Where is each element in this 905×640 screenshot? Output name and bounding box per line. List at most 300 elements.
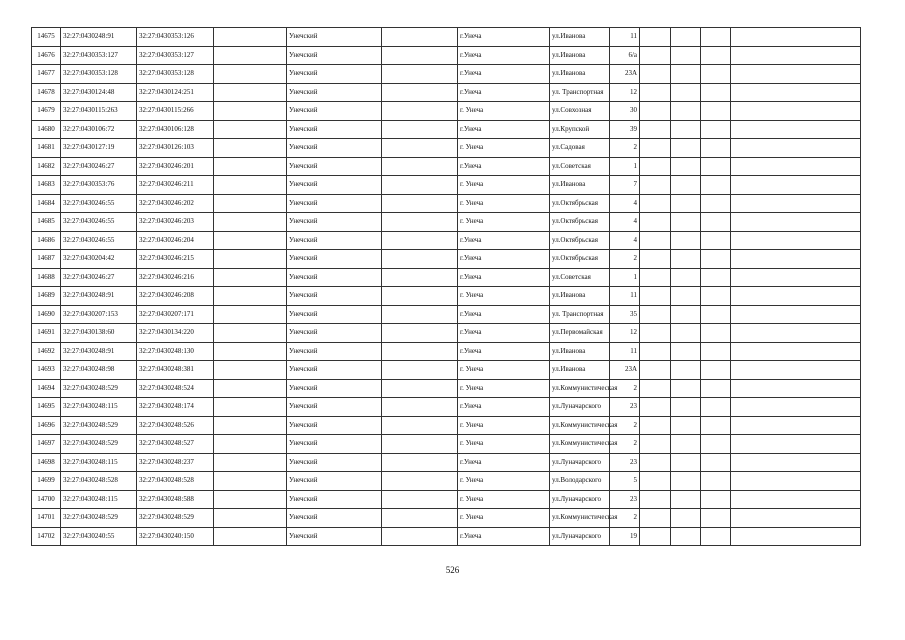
cell-number: 14687 — [32, 250, 61, 269]
cell-house: 4 — [610, 231, 640, 250]
cell-cadastral-parcel: 32:27:0430246:55 — [61, 194, 137, 213]
cell-empty — [640, 472, 671, 491]
cell-empty — [701, 139, 731, 158]
cell-cadastral-object: 32:27:0430248:174 — [137, 398, 214, 417]
table-row — [32, 250, 861, 269]
cell-empty — [731, 324, 861, 343]
cell-district: Унечский — [287, 231, 382, 250]
cell-district: Унечский — [287, 453, 382, 472]
cell-empty — [731, 435, 861, 454]
cell-empty — [671, 157, 701, 176]
cell-empty — [214, 379, 287, 398]
cell-empty — [671, 46, 701, 65]
cell-empty — [731, 176, 861, 195]
cell-empty — [382, 305, 458, 324]
cell-empty — [382, 83, 458, 102]
cell-number: 14679 — [32, 102, 61, 121]
cell-cadastral-parcel: 32:27:0430138:60 — [61, 324, 137, 343]
cell-street: ул.Коммунистическая — [550, 416, 610, 435]
cell-empty — [671, 250, 701, 269]
cell-empty — [671, 28, 701, 47]
cell-empty — [382, 287, 458, 306]
cell-cadastral-parcel: 32:27:0430248:115 — [61, 490, 137, 509]
cell-district: Унечский — [287, 213, 382, 232]
cell-cadastral-object: 32:27:0430248:237 — [137, 453, 214, 472]
table-row — [32, 139, 861, 158]
cell-empty — [214, 120, 287, 139]
table-row — [32, 157, 861, 176]
cell-cadastral-parcel: 32:27:0430353:128 — [61, 65, 137, 84]
cell-cadastral-object: 32:27:0430248:527 — [137, 435, 214, 454]
cell-number: 14689 — [32, 287, 61, 306]
cell-district: Унечский — [287, 435, 382, 454]
cell-cadastral-object: 32:27:0430246:201 — [137, 157, 214, 176]
table-row — [32, 231, 861, 250]
cell-cadastral-object: 32:27:0430246:203 — [137, 213, 214, 232]
cell-cadastral-object: 32:27:0430115:266 — [137, 102, 214, 121]
cell-empty — [701, 176, 731, 195]
cell-cadastral-object: 32:27:0430246:208 — [137, 287, 214, 306]
cell-house: 11 — [610, 28, 640, 47]
cell-empty — [640, 194, 671, 213]
table-row — [32, 287, 861, 306]
cell-empty — [640, 102, 671, 121]
cell-empty — [214, 435, 287, 454]
cell-city: г.Унеча — [458, 65, 550, 84]
cell-city: г.Унеча — [458, 305, 550, 324]
cell-cadastral-parcel: 32:27:0430248:91 — [61, 28, 137, 47]
cell-cadastral-object: 32:27:0430240:150 — [137, 527, 214, 546]
cell-street: ул.Иванова — [550, 361, 610, 380]
cell-empty — [382, 28, 458, 47]
cell-empty — [640, 65, 671, 84]
cell-empty — [640, 490, 671, 509]
cell-empty — [671, 416, 701, 435]
cell-empty — [382, 472, 458, 491]
cell-empty — [640, 287, 671, 306]
cell-empty — [382, 120, 458, 139]
cell-cadastral-object: 32:27:0430248:524 — [137, 379, 214, 398]
cell-street: ул.Володарского — [550, 472, 610, 491]
cell-empty — [701, 250, 731, 269]
cell-house: 2 — [610, 435, 640, 454]
cell-number: 14695 — [32, 398, 61, 417]
cell-city: г. Унеча — [458, 509, 550, 528]
cell-empty — [701, 28, 731, 47]
cell-empty — [382, 250, 458, 269]
cell-number: 14690 — [32, 305, 61, 324]
cell-city: г.Унеча — [458, 157, 550, 176]
cell-number: 14691 — [32, 324, 61, 343]
cell-empty — [731, 361, 861, 380]
cell-number: 14696 — [32, 416, 61, 435]
cell-empty — [671, 83, 701, 102]
cell-cadastral-object: 32:27:0430106:128 — [137, 120, 214, 139]
cell-street: ул.Иванова — [550, 65, 610, 84]
cell-empty — [214, 65, 287, 84]
cell-empty — [731, 453, 861, 472]
cell-cadastral-parcel: 32:27:0430127:19 — [61, 139, 137, 158]
cell-empty — [701, 490, 731, 509]
cell-street: ул.Коммунистическая — [550, 435, 610, 454]
cell-district: Унечский — [287, 176, 382, 195]
cell-empty — [731, 472, 861, 491]
cell-city: г.Унеча — [458, 231, 550, 250]
cell-street: ул.Иванова — [550, 176, 610, 195]
table-body — [32, 28, 861, 546]
cell-district: Унечский — [287, 305, 382, 324]
table-row — [32, 120, 861, 139]
cell-street: ул.Садовая — [550, 139, 610, 158]
cell-house: 6/а — [610, 46, 640, 65]
cell-district: Унечский — [287, 268, 382, 287]
table-row — [32, 416, 861, 435]
cell-empty — [671, 102, 701, 121]
cell-empty — [382, 416, 458, 435]
cell-city: г.Унеча — [458, 250, 550, 269]
table-row — [32, 176, 861, 195]
cell-empty — [214, 342, 287, 361]
cell-empty — [731, 157, 861, 176]
cell-cadastral-parcel: 32:27:0430353:76 — [61, 176, 137, 195]
cell-number: 14698 — [32, 453, 61, 472]
cell-empty — [382, 139, 458, 158]
cell-empty — [640, 342, 671, 361]
cell-empty — [382, 398, 458, 417]
cell-empty — [640, 176, 671, 195]
table-row — [32, 398, 861, 417]
table-row — [32, 305, 861, 324]
cell-empty — [214, 361, 287, 380]
cell-district: Унечский — [287, 342, 382, 361]
cell-number: 14684 — [32, 194, 61, 213]
cell-cadastral-object: 32:27:0430248:528 — [137, 472, 214, 491]
cell-empty — [701, 324, 731, 343]
cell-empty — [701, 46, 731, 65]
cell-city: г. Унеча — [458, 490, 550, 509]
cell-empty — [701, 231, 731, 250]
cell-house: 2 — [610, 250, 640, 269]
cell-empty — [731, 268, 861, 287]
cell-cadastral-object: 32:27:0430353:127 — [137, 46, 214, 65]
cell-empty — [731, 416, 861, 435]
cell-city: г.Унеча — [458, 342, 550, 361]
cell-empty — [731, 102, 861, 121]
cell-district: Унечский — [287, 509, 382, 528]
table-row — [32, 65, 861, 84]
cell-empty — [640, 250, 671, 269]
cell-empty — [214, 416, 287, 435]
cell-house: 11 — [610, 287, 640, 306]
cell-house: 23 — [610, 453, 640, 472]
cell-empty — [731, 46, 861, 65]
cell-empty — [382, 65, 458, 84]
cell-empty — [671, 435, 701, 454]
cell-city: г. Унеча — [458, 176, 550, 195]
cell-district: Унечский — [287, 65, 382, 84]
cell-empty — [382, 324, 458, 343]
cell-street: ул.Советская — [550, 157, 610, 176]
cell-cadastral-parcel: 32:27:0430248:91 — [61, 287, 137, 306]
cell-house: 39 — [610, 120, 640, 139]
cell-cadastral-object: 32:27:0430248:130 — [137, 342, 214, 361]
cell-empty — [701, 509, 731, 528]
cell-cadastral-parcel: 32:27:0430207:153 — [61, 305, 137, 324]
cell-city: г. Унеча — [458, 416, 550, 435]
cell-cadastral-parcel: 32:27:0430124:48 — [61, 83, 137, 102]
cell-number: 14692 — [32, 342, 61, 361]
cell-empty — [640, 361, 671, 380]
cell-house: 23 — [610, 490, 640, 509]
cell-street: ул.Октябрьская — [550, 213, 610, 232]
cell-street: ул.Октябрьская — [550, 231, 610, 250]
cell-empty — [701, 83, 731, 102]
cell-empty — [640, 157, 671, 176]
table-row — [32, 102, 861, 121]
cell-empty — [214, 490, 287, 509]
cell-empty — [640, 398, 671, 417]
cell-empty — [214, 268, 287, 287]
cell-empty — [671, 527, 701, 546]
cell-street: ул.Совхозная — [550, 102, 610, 121]
cell-empty — [640, 268, 671, 287]
cell-city: г. Унеча — [458, 287, 550, 306]
cell-house: 4 — [610, 213, 640, 232]
cell-street: ул.Луначарского — [550, 490, 610, 509]
cell-empty — [640, 435, 671, 454]
cell-empty — [671, 139, 701, 158]
cell-district: Унечский — [287, 250, 382, 269]
cell-cadastral-object: 32:27:0430248:526 — [137, 416, 214, 435]
cell-empty — [382, 176, 458, 195]
table-row — [32, 213, 861, 232]
cell-cadastral-parcel: 32:27:0430246:55 — [61, 213, 137, 232]
cell-empty — [731, 139, 861, 158]
cell-house: 2 — [610, 509, 640, 528]
cell-empty — [214, 287, 287, 306]
cell-cadastral-object: 32:27:0430126:103 — [137, 139, 214, 158]
cell-empty — [731, 305, 861, 324]
cell-empty — [382, 527, 458, 546]
table-row — [32, 83, 861, 102]
cell-empty — [671, 342, 701, 361]
cell-cadastral-parcel: 32:27:0430240:55 — [61, 527, 137, 546]
cell-empty — [731, 490, 861, 509]
cell-empty — [671, 231, 701, 250]
cell-empty — [214, 157, 287, 176]
cell-empty — [701, 379, 731, 398]
cell-cadastral-parcel: 32:27:0430248:529 — [61, 509, 137, 528]
cell-empty — [214, 250, 287, 269]
cell-empty — [731, 398, 861, 417]
table-row — [32, 472, 861, 491]
cell-street: ул.Октябрьская — [550, 194, 610, 213]
cell-city: г.Унеча — [458, 28, 550, 47]
cell-house: 23А — [610, 361, 640, 380]
cell-city: г. Унеча — [458, 379, 550, 398]
cell-empty — [640, 28, 671, 47]
cell-empty — [382, 268, 458, 287]
registry-table — [31, 27, 861, 546]
cell-street: ул.Первомайская — [550, 324, 610, 343]
cell-empty — [382, 490, 458, 509]
cell-number: 14700 — [32, 490, 61, 509]
cell-cadastral-object: 32:27:0430353:126 — [137, 28, 214, 47]
cell-number: 14678 — [32, 83, 61, 102]
cell-cadastral-object: 32:27:0430246:204 — [137, 231, 214, 250]
cell-empty — [214, 176, 287, 195]
cell-empty — [382, 361, 458, 380]
cell-city: г.Унеча — [458, 83, 550, 102]
cell-empty — [214, 305, 287, 324]
cell-district: Унечский — [287, 361, 382, 380]
cell-empty — [640, 324, 671, 343]
cell-empty — [731, 194, 861, 213]
cell-number: 14688 — [32, 268, 61, 287]
cell-empty — [214, 83, 287, 102]
cell-empty — [640, 120, 671, 139]
cell-district: Унечский — [287, 83, 382, 102]
cell-empty — [701, 472, 731, 491]
cell-house: 35 — [610, 305, 640, 324]
cell-empty — [671, 176, 701, 195]
cell-street: ул.Иванова — [550, 342, 610, 361]
cell-empty — [382, 102, 458, 121]
cell-empty — [701, 194, 731, 213]
cell-empty — [701, 65, 731, 84]
cell-empty — [671, 472, 701, 491]
cell-street: ул.Иванова — [550, 287, 610, 306]
cell-empty — [214, 102, 287, 121]
cell-number: 14697 — [32, 435, 61, 454]
cell-empty — [701, 305, 731, 324]
cell-cadastral-parcel: 32:27:0430248:91 — [61, 342, 137, 361]
cell-empty — [214, 527, 287, 546]
cell-house: 12 — [610, 324, 640, 343]
cell-district: Унечский — [287, 46, 382, 65]
cell-city: г. Унеча — [458, 213, 550, 232]
cell-empty — [701, 453, 731, 472]
cell-district: Унечский — [287, 398, 382, 417]
cell-empty — [671, 213, 701, 232]
table-row — [32, 509, 861, 528]
cell-street: ул. Транспортная — [550, 83, 610, 102]
cell-empty — [214, 324, 287, 343]
cell-cadastral-parcel: 32:27:0430204:42 — [61, 250, 137, 269]
cell-empty — [701, 361, 731, 380]
cell-empty — [640, 213, 671, 232]
cell-empty — [382, 453, 458, 472]
cell-cadastral-parcel: 32:27:0430246:27 — [61, 268, 137, 287]
cell-empty — [731, 509, 861, 528]
cell-street: ул.Октябрьская — [550, 250, 610, 269]
cell-city: г.Унеча — [458, 527, 550, 546]
cell-cadastral-parcel: 32:27:0430248:529 — [61, 379, 137, 398]
cell-empty — [382, 509, 458, 528]
cell-number: 14683 — [32, 176, 61, 195]
cell-empty — [214, 398, 287, 417]
cell-cadastral-object: 32:27:0430207:171 — [137, 305, 214, 324]
cell-number: 14676 — [32, 46, 61, 65]
cell-street: ул.Луначарского — [550, 453, 610, 472]
cell-number: 14702 — [32, 527, 61, 546]
cell-number: 14677 — [32, 65, 61, 84]
cell-city: г. Унеча — [458, 102, 550, 121]
cell-cadastral-parcel: 32:27:0430106:72 — [61, 120, 137, 139]
cell-cadastral-object: 32:27:0430353:128 — [137, 65, 214, 84]
cell-empty — [214, 28, 287, 47]
cell-cadastral-object: 32:27:0430248:588 — [137, 490, 214, 509]
table-row — [32, 46, 861, 65]
cell-city: г. Унеча — [458, 194, 550, 213]
cell-empty — [214, 194, 287, 213]
cell-district: Унечский — [287, 490, 382, 509]
cell-cadastral-object: 32:27:0430246:202 — [137, 194, 214, 213]
cell-empty — [214, 139, 287, 158]
cell-number: 14693 — [32, 361, 61, 380]
cell-number: 14701 — [32, 509, 61, 528]
cell-cadastral-parcel: 32:27:0430248:115 — [61, 398, 137, 417]
cell-number: 14681 — [32, 139, 61, 158]
cell-district: Унечский — [287, 416, 382, 435]
cell-cadastral-parcel: 32:27:0430246:55 — [61, 231, 137, 250]
cell-empty — [701, 342, 731, 361]
cell-empty — [640, 139, 671, 158]
cell-cadastral-parcel: 32:27:0430248:115 — [61, 453, 137, 472]
table-row — [32, 28, 861, 47]
cell-empty — [382, 157, 458, 176]
cell-empty — [382, 194, 458, 213]
cell-house: 2 — [610, 416, 640, 435]
cell-number: 14680 — [32, 120, 61, 139]
cell-cadastral-parcel: 32:27:0430248:528 — [61, 472, 137, 491]
cell-house: 12 — [610, 83, 640, 102]
cell-empty — [701, 435, 731, 454]
cell-cadastral-parcel: 32:27:0430248:529 — [61, 416, 137, 435]
cell-empty — [640, 509, 671, 528]
cell-city: г.Унеча — [458, 120, 550, 139]
cell-street: ул.Коммунистическая — [550, 509, 610, 528]
page-number: 526 — [445, 565, 460, 575]
cell-empty — [640, 379, 671, 398]
cell-empty — [731, 83, 861, 102]
cell-cadastral-parcel: 32:27:0430353:127 — [61, 46, 137, 65]
cell-empty — [382, 213, 458, 232]
cell-cadastral-parcel: 32:27:0430115:263 — [61, 102, 137, 121]
cell-empty — [671, 361, 701, 380]
cell-city: г. Унеча — [458, 472, 550, 491]
cell-empty — [382, 231, 458, 250]
table-row — [32, 342, 861, 361]
cell-empty — [382, 435, 458, 454]
cell-street: ул. Транспортная — [550, 305, 610, 324]
cell-city: г. Унеча — [458, 139, 550, 158]
cell-empty — [671, 305, 701, 324]
cell-cadastral-parcel: 32:27:0430248:98 — [61, 361, 137, 380]
cell-district: Унечский — [287, 527, 382, 546]
cell-empty — [640, 231, 671, 250]
cell-street: ул.Иванова — [550, 28, 610, 47]
cell-district: Унечский — [287, 139, 382, 158]
cell-empty — [701, 120, 731, 139]
cell-empty — [671, 65, 701, 84]
table-row — [32, 268, 861, 287]
cell-empty — [731, 250, 861, 269]
cell-district: Унечский — [287, 120, 382, 139]
cell-empty — [701, 157, 731, 176]
cell-house: 2 — [610, 139, 640, 158]
cell-district: Унечский — [287, 28, 382, 47]
